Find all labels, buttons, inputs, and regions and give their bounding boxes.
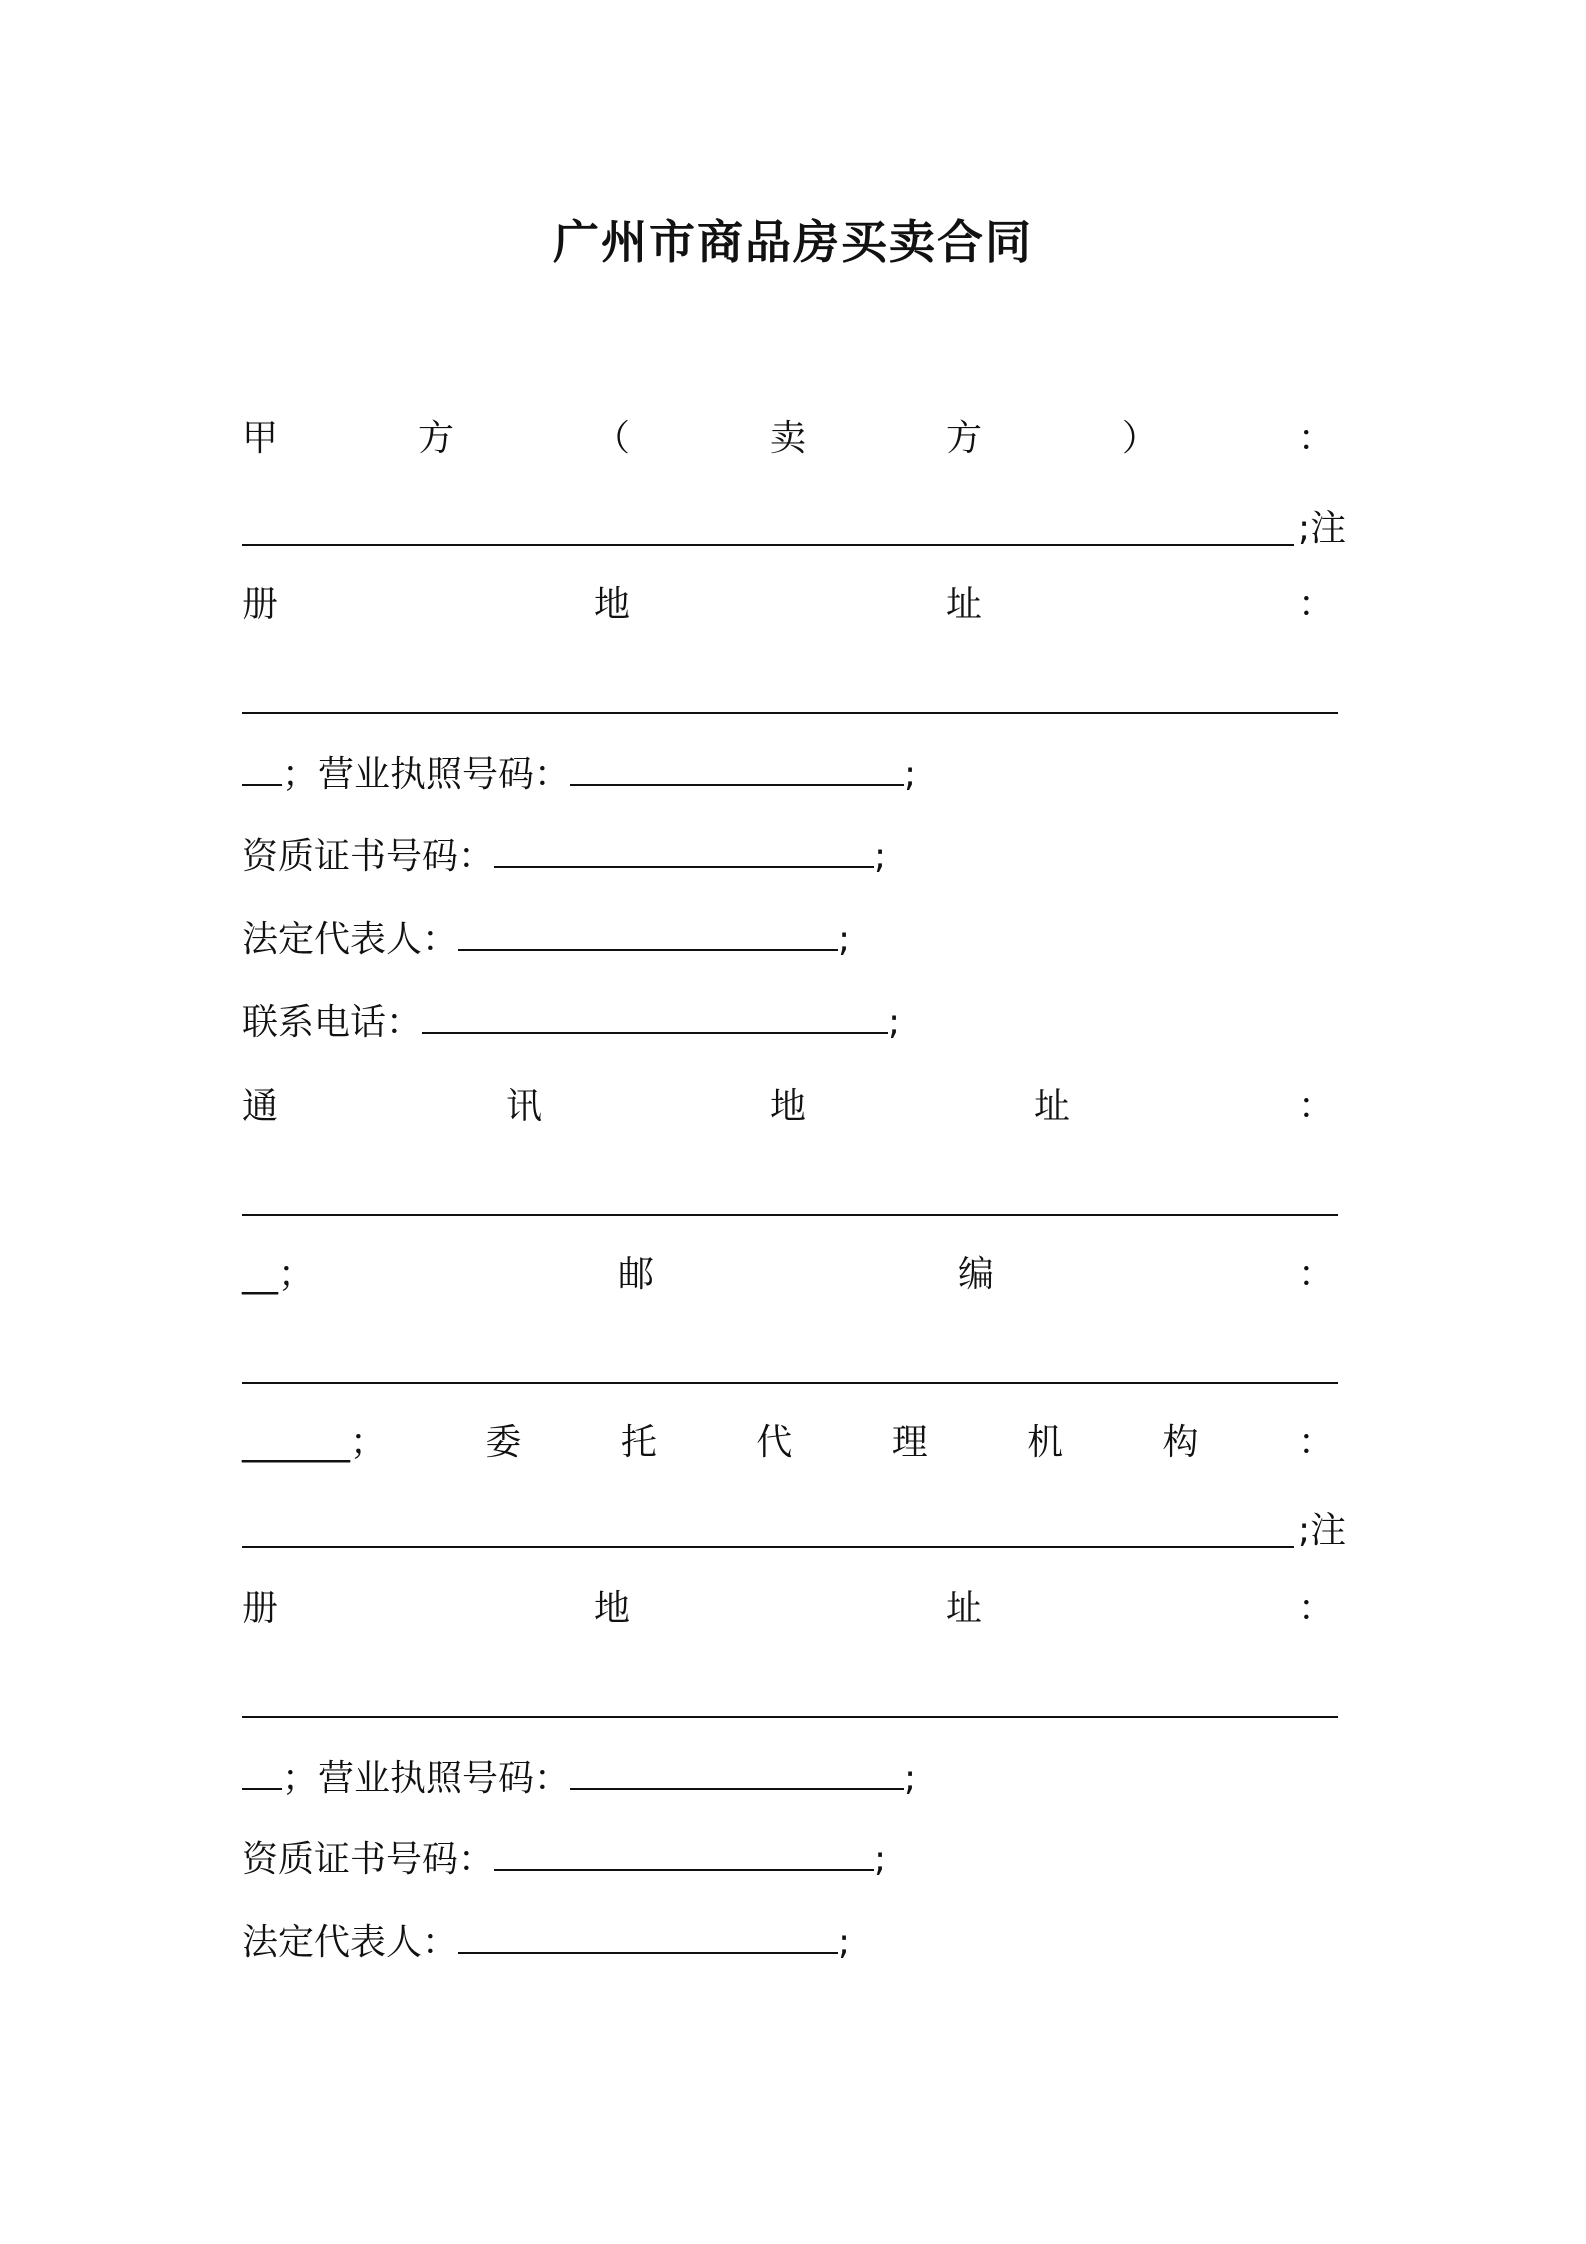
spread-char: 讯 xyxy=(505,1086,542,1127)
spread-char: 理 xyxy=(891,1422,928,1463)
spread-char: ： xyxy=(1297,1422,1334,1463)
seller-cert-row xyxy=(242,832,1354,882)
agency-rep-row xyxy=(242,1918,1354,1968)
spread-char: 地 xyxy=(769,1086,806,1127)
row-tail: ;注 xyxy=(1298,508,1347,549)
row-end: ; xyxy=(874,1839,887,1880)
spread-char: 址 xyxy=(945,584,982,625)
agency-reg-addr-blank[interactable] xyxy=(242,1714,1338,1718)
spread-char: 方 xyxy=(945,418,982,459)
seller-license-row xyxy=(242,748,1354,798)
seller-phone-blank[interactable] xyxy=(422,998,888,1034)
spread-char: （ xyxy=(593,418,630,459)
spread-char: __； xyxy=(242,1254,315,1295)
spread-char: 通 xyxy=(242,1086,279,1127)
row-tail: ;注 xyxy=(1298,1510,1347,1551)
spread-char: 邮 xyxy=(617,1254,654,1295)
spread-char: 册 xyxy=(242,1588,279,1629)
seller-reg-addr-row xyxy=(242,580,1354,630)
agency-name-blank[interactable] xyxy=(242,1546,1294,1548)
spread-char: 委 xyxy=(485,1422,522,1463)
spread-char: 甲 xyxy=(242,418,279,459)
seller-rep-row xyxy=(242,915,1354,965)
agency-cert-row xyxy=(242,1835,1354,1885)
rep-label: 法定代表人： xyxy=(242,1922,459,1963)
spread-char: 托 xyxy=(620,1422,657,1463)
seller-cert-blank[interactable] xyxy=(494,832,874,868)
spread-char: 构 xyxy=(1162,1422,1199,1463)
spread-char: 代 xyxy=(756,1422,793,1463)
row-end: ; xyxy=(904,1758,917,1799)
spread-char: 机 xyxy=(1027,1422,1064,1463)
spread-char: 方 xyxy=(417,418,454,459)
spread-char: 册 xyxy=(242,584,279,625)
seller-license-blank[interactable] xyxy=(570,750,904,786)
spread-char: 址 xyxy=(945,1588,982,1629)
seller-postcode-blank[interactable] xyxy=(242,1380,1338,1384)
spread-char: ： xyxy=(1297,418,1334,459)
agency-cert-blank[interactable] xyxy=(494,1835,874,1871)
seller-reg-addr-blank-end[interactable] xyxy=(242,748,282,786)
spread-char: 地 xyxy=(593,1588,630,1629)
spread-char: ： xyxy=(1297,584,1334,625)
row-end: ; xyxy=(838,1922,851,1963)
agency-license-row xyxy=(242,1752,1354,1802)
phone-label: 联系电话： xyxy=(242,1002,423,1043)
spread-char: ______； xyxy=(242,1422,387,1463)
spread-char: ） xyxy=(1121,418,1158,459)
agency-name-row xyxy=(242,1506,1354,1556)
rep-label: 法定代表人： xyxy=(242,919,459,960)
agency-reg-addr-blank-end[interactable] xyxy=(242,1752,282,1790)
cert-label: 资质证书号码： xyxy=(242,1839,495,1880)
seller-mail-addr-row xyxy=(242,1082,1354,1132)
seller-mail-addr-blank[interactable] xyxy=(242,1212,1338,1216)
agency-license-blank[interactable] xyxy=(570,1754,904,1790)
cert-label: 资质证书号码： xyxy=(242,836,495,877)
seller-name-blank[interactable] xyxy=(242,544,1294,546)
row-end: ; xyxy=(874,836,887,877)
seller-reg-addr-blank[interactable] xyxy=(242,710,1338,714)
row-end: ; xyxy=(888,1002,901,1043)
agency-name-label-row xyxy=(242,1418,1354,1468)
agency-rep-blank[interactable] xyxy=(458,1918,838,1954)
seller-party-row xyxy=(242,414,1354,464)
seller-postcode-row xyxy=(242,1250,1354,1300)
spread-char: 编 xyxy=(957,1254,994,1295)
agency-reg-addr-row xyxy=(242,1584,1354,1634)
spread-char: 卖 xyxy=(769,418,806,459)
spread-char: 址 xyxy=(1033,1086,1070,1127)
license-label: ；营业执照号码： xyxy=(282,754,571,795)
spread-char: ： xyxy=(1297,1086,1334,1127)
spread-char: 地 xyxy=(593,584,630,625)
row-end: ; xyxy=(904,754,917,795)
spread-char: ： xyxy=(1297,1254,1334,1295)
page-title: 广州市商品房买卖合同 xyxy=(553,215,1033,269)
seller-name-row xyxy=(242,504,1354,554)
seller-phone-row xyxy=(242,998,1354,1048)
row-end: ; xyxy=(838,919,851,960)
seller-rep-blank[interactable] xyxy=(458,915,838,951)
spread-char: ： xyxy=(1297,1588,1334,1629)
license-label: ；营业执照号码： xyxy=(282,1758,571,1799)
